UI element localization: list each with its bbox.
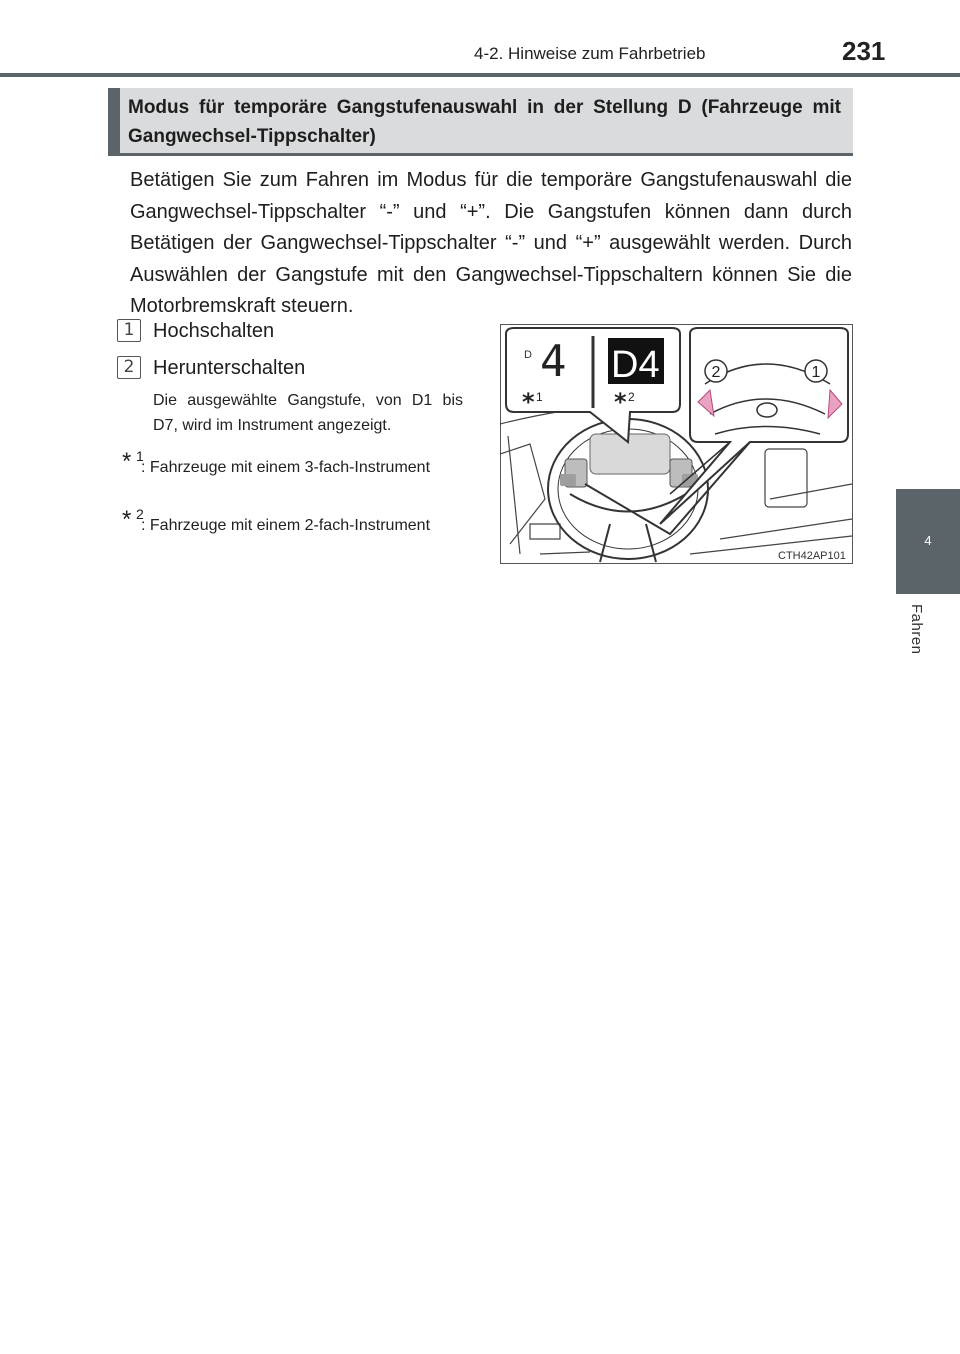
list-number-2: 2 (117, 356, 141, 379)
paddle-shift-illustration (500, 324, 853, 564)
header-rule (0, 73, 960, 77)
figure-star-2: * (614, 388, 627, 416)
display-gear-digit: 4 (540, 336, 567, 387)
footnote-2-text: : Fahrzeuge mit einem 2-fach-Instrument (141, 517, 431, 534)
section-title: 4-2. Hinweise zum Fahrbetrieb (474, 44, 706, 63)
figure-label-2: 2 (628, 390, 635, 404)
display-d4: D4 (611, 344, 660, 386)
list-label-upshift: Hochschalten (153, 320, 275, 342)
section-heading: Modus für temporäre Gangstufenauswahl in der Stellung D (Fahrzeuge mit Gangwechsel-Tippschalter) (108, 88, 853, 156)
body-paragraph: Betätigen Sie zum Fahren im Modus für die temporäre Gangstufenauswahl die Gangwechsel-Tippschalter “-” und “+”. Die Gangstufen können dann durch Betätigen der Gangwechsel-Tippschalter “-” und “+” ausgewählt werden. Durch Auswählen der Gangstufe mit den Gangwechsel-Tippschaltern können Sie die Motorbremskraft steuern. (130, 169, 852, 317)
display-small-d: D (524, 349, 532, 361)
page-number: 231 (842, 36, 886, 66)
chapter-label: Fahren (908, 604, 925, 655)
footnote-1-marker: * (122, 448, 132, 475)
figure-label-1: 1 (536, 390, 543, 404)
footnote-1-index: 1 (136, 448, 144, 464)
gear-display-note: Die ausgewählte Gangstufe, von D1 bis D7, wird im Instrument angezeigt. (153, 392, 463, 434)
callout-1-upshift: 1 (811, 364, 821, 381)
list-label-downshift: Herunterschalten (153, 357, 306, 379)
figure-code: CTH42AP101 (778, 550, 846, 562)
footnote-2-index: 2 (136, 506, 144, 522)
chapter-tab-number: 4 (924, 533, 932, 548)
footnote-1-text: : Fahrzeuge mit einem 3-fach-Instrument (141, 459, 431, 476)
list-number-1: 1 (117, 319, 141, 342)
callout-2-downshift: 2 (711, 364, 721, 381)
chapter-tab[interactable] (896, 489, 960, 594)
footnote-2-marker: * (122, 506, 132, 533)
figure-star-1: * (522, 388, 535, 416)
